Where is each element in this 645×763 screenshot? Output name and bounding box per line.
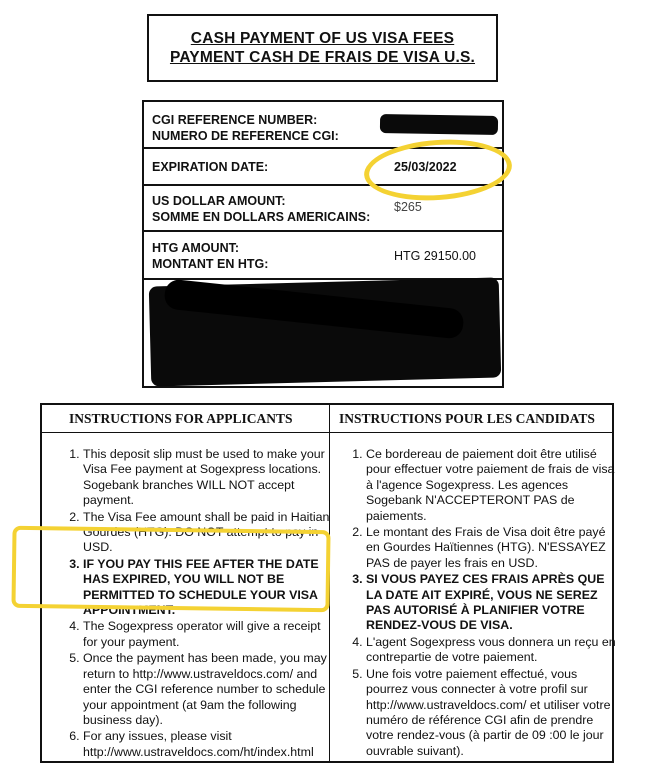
usd-value: $265 [394, 200, 422, 214]
instruction-en-6: 6. For any issues, please visit http://www.ustraveldocs.com/ht/index.html [83, 729, 335, 760]
htg-label-fr: MONTANT EN HTG: [152, 257, 269, 271]
expiration-label: EXPIRATION DATE: [152, 160, 269, 174]
usd-label-fr: SOMME EN DOLLARS AMERICAINS: [152, 210, 371, 224]
reference-label-en: CGI REFERENCE NUMBER: [152, 113, 318, 127]
instructions-list-en [67, 447, 335, 761]
usd-amount-row [144, 184, 502, 232]
htg-label-en: HTG AMOUNT: [152, 241, 240, 255]
instruction-fr-5: 5. Une fois votre paiement effectué, vous pourrez vous connecter à votre profil sur http://www.ustraveldocs.com/ et utiliser votre numéro de référence CGI afin de prendre votre rendez-vous (à partir de 09 :00 le jour ouvrable suivant). [366, 667, 621, 759]
instruction-en-1: 1. This deposit slip must be used to make your Visa Fee payment at Sogexpress locations. Sogebank branches WILL NOT accept payment. [83, 447, 335, 509]
reference-label-fr: NUMERO DE REFERENCE CGI: [152, 129, 339, 143]
instruction-fr-2: 2. Le montant des Frais de Visa doit être payé en Gourdes Haïtiennes (HTG). N'ESSAYEZ PAS de payer les frais en USD. [366, 525, 621, 571]
instruction-en-5: 5. Once the payment has been made, you may return to http://www.ustraveldocs.com/ and enter the CGI reference number to schedule your appointment (at 9am the following business day). [83, 651, 335, 728]
title-french: PAYMENT CASH DE FRAIS DE VISA U.S. [169, 49, 476, 66]
instruction-en-4: 4. The Sogexpress operator will give a receipt for your payment. [83, 619, 335, 650]
header-divider [42, 432, 612, 433]
usd-label-en: US DOLLAR AMOUNT: [152, 194, 286, 208]
instruction-en-2: 2. The Visa Fee amount shall be paid in Haitian Gourdes (HTG). DO NOT attempt to pay in USD. [83, 510, 335, 556]
expiration-row [144, 147, 502, 186]
instruction-fr-3: 3. SI VOUS PAYEZ CES FRAIS APRÈS QUE LA DATE AIT EXPIRÉ, VOUS NE SEREZ PAS AUTORISÉ À PLANIFIER VOTRE RENDEZ-VOUS DE VISA. [366, 572, 621, 634]
htg-value: HTG 29150.00 [394, 249, 476, 263]
instructions-list-fr [350, 447, 621, 760]
expiration-value: 25/03/2022 [394, 160, 457, 174]
payment-details-table [142, 100, 504, 388]
title-english: CASH PAYMENT OF US VISA FEES [190, 30, 455, 47]
htg-amount-row [144, 230, 502, 280]
instruction-en-3: 3. IF YOU PAY THIS FEE AFTER THE DATE HAS EXPIRED, YOU WILL NOT BE PERMITTED TO SCHEDULE YOUR VISA APPOINTMENT. [83, 557, 335, 619]
reference-row [144, 102, 502, 149]
instructions-table [40, 403, 614, 763]
instruction-fr-4: 4. L'agent Sogexpress vous donnera un reçu en contrepartie de votre paiement. [366, 635, 621, 666]
instructions-header-en: INSTRUCTIONS FOR APPLICANTS [69, 411, 293, 426]
reference-number-redaction [380, 114, 498, 135]
title-box [147, 14, 498, 82]
instruction-fr-1: 1. Ce bordereau de paiement doit être utilisé pour effectuer votre paiement de frais de visa à l'agence Sogexpress. Les agences Sogebank N'ACCEPTERONT PAS de paiements. [366, 447, 621, 524]
instructions-header-fr: INSTRUCTIONS POUR LES CANDIDATS [339, 411, 595, 426]
